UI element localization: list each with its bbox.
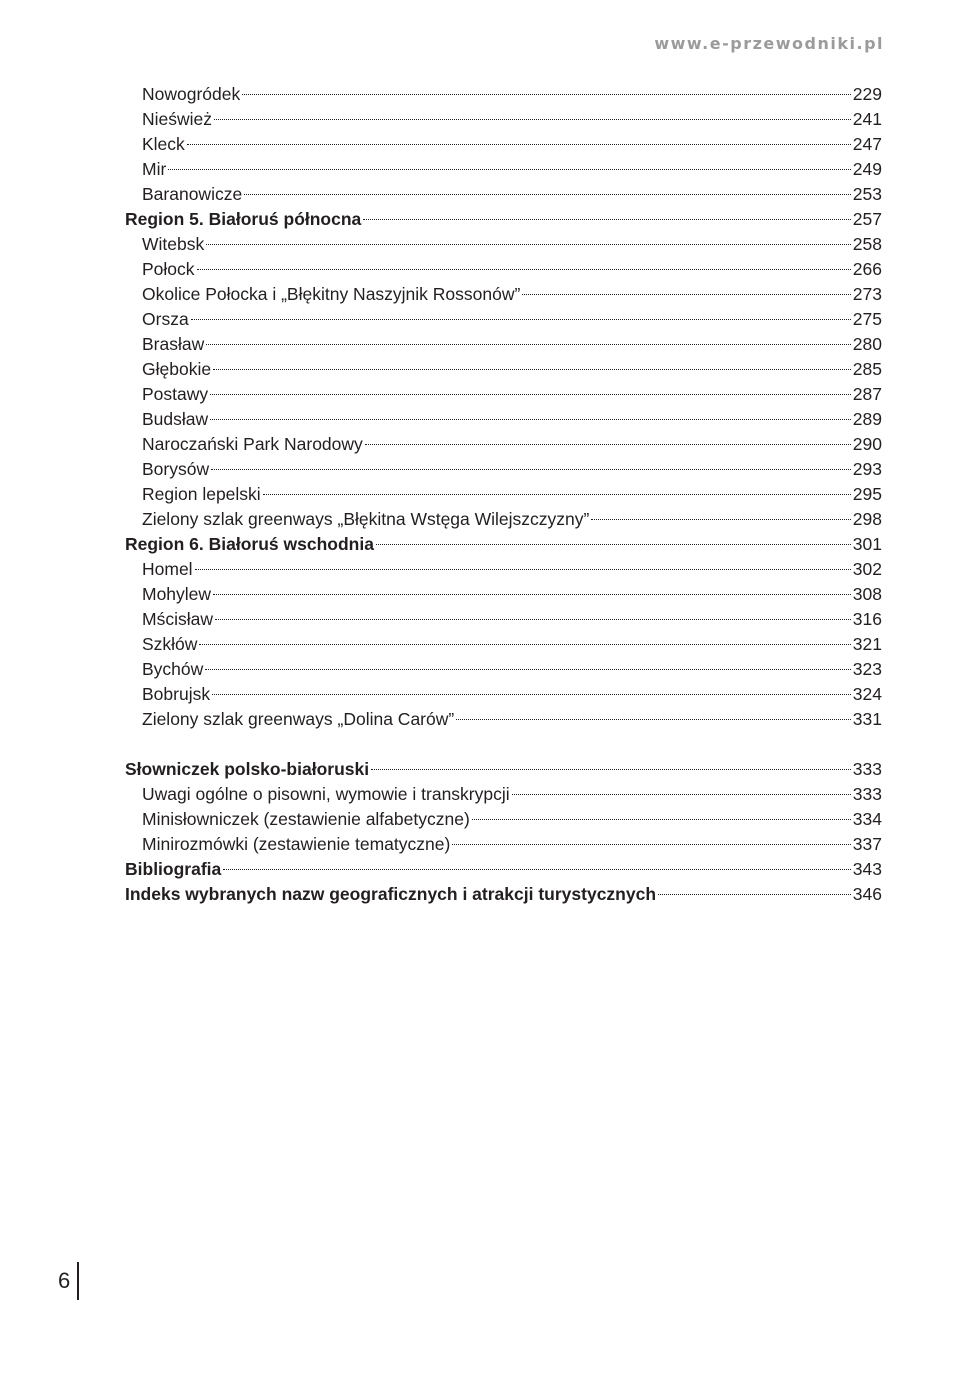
toc-entry xyxy=(125,575,882,604)
toc-entry xyxy=(125,125,882,154)
toc-entry xyxy=(125,350,882,379)
toc-entry xyxy=(125,100,882,129)
toc-entry xyxy=(125,625,882,654)
toc-entry-title: Region 6. Białoruś wschodnia xyxy=(125,534,374,554)
toc-entry-page: 229 xyxy=(852,84,882,104)
toc-entry xyxy=(125,275,882,304)
dot-leader xyxy=(199,625,850,650)
toc-entry-title: Region 5. Białoruś północna xyxy=(125,209,362,229)
dot-leader xyxy=(223,850,851,875)
toc-entry xyxy=(125,700,882,729)
dot-leader xyxy=(263,475,851,500)
toc-entry-page: 346 xyxy=(852,884,882,904)
toc-entry xyxy=(125,325,882,354)
dot-leader xyxy=(214,100,851,125)
toc-entry xyxy=(125,300,882,329)
toc-section-heading xyxy=(125,875,882,904)
dot-leader xyxy=(452,825,851,850)
dot-leader xyxy=(211,450,851,475)
dot-leader xyxy=(371,750,851,775)
toc-entry xyxy=(125,650,882,679)
toc-entry xyxy=(125,375,882,404)
toc-entry xyxy=(125,400,882,429)
dot-leader xyxy=(187,125,851,150)
dot-leader xyxy=(195,550,851,575)
toc-entry-page: 293 xyxy=(852,459,882,479)
dot-leader xyxy=(191,300,851,325)
page-number-rule xyxy=(77,1262,79,1300)
dot-leader xyxy=(213,350,851,375)
dot-leader xyxy=(210,400,851,425)
table-of-contents xyxy=(125,75,882,904)
toc-entry-page: 285 xyxy=(852,359,882,379)
toc-entry xyxy=(125,225,882,254)
toc-entry-page: 343 xyxy=(852,859,882,879)
toc-entry xyxy=(125,150,882,179)
page-number: 6 xyxy=(58,1268,71,1293)
dot-leader xyxy=(197,250,851,275)
dot-leader xyxy=(591,500,850,525)
toc-entry-page: 333 xyxy=(852,784,882,804)
toc-entry-title: Minisłowniczek (zestawienie alfabetyczne) xyxy=(142,809,470,829)
toc-entry-title: Nieśwież xyxy=(142,109,213,129)
toc-entry-page: 275 xyxy=(852,309,882,329)
dot-leader xyxy=(456,700,851,725)
toc-entry-page: 333 xyxy=(852,759,882,779)
dot-leader xyxy=(210,375,851,400)
toc-entry-title: Borysów xyxy=(142,459,210,479)
toc-entry-page: 289 xyxy=(852,409,882,429)
toc-entry-title: Orsza xyxy=(142,309,189,329)
toc-entry xyxy=(125,450,882,479)
toc-entry-page: 334 xyxy=(852,809,882,829)
dot-leader xyxy=(213,575,851,600)
dot-leader xyxy=(522,275,850,300)
toc-entry-title: Bibliografia xyxy=(125,859,222,879)
dot-leader xyxy=(215,600,851,625)
toc-entry-title: Zielony szlak greenways „Dolina Carów” xyxy=(142,709,455,729)
toc-entry xyxy=(125,175,882,204)
toc-entry-title: Baranowicze xyxy=(142,184,243,204)
dot-leader xyxy=(206,325,851,350)
toc-entry xyxy=(125,250,882,279)
toc-entry-title: Uwagi ogólne o pisowni, wymowie i transkrypcji xyxy=(142,784,510,804)
toc-entry-page: 280 xyxy=(852,334,882,354)
toc-entry-page: 323 xyxy=(852,659,882,679)
toc-entry-title: Naroczański Park Narodowy xyxy=(142,434,363,454)
dot-leader xyxy=(472,800,851,825)
toc-entry-title: Mohylew xyxy=(142,584,212,604)
toc-entry-title: Region lepelski xyxy=(142,484,261,504)
toc-entry-page: 257 xyxy=(852,209,882,229)
dot-leader xyxy=(205,650,851,675)
toc-entry-page: 337 xyxy=(852,834,882,854)
dot-leader xyxy=(206,225,851,250)
toc-entry-title: Postawy xyxy=(142,384,209,404)
toc-entry xyxy=(125,550,882,579)
toc-entry-title: Nowogródek xyxy=(142,84,241,104)
toc-entry xyxy=(125,600,882,629)
dot-leader xyxy=(363,200,851,225)
toc-entry-title: Słowniczek polsko-białoruski xyxy=(125,759,370,779)
toc-section-heading xyxy=(125,750,882,779)
toc-entry-page: 331 xyxy=(852,709,882,729)
toc-entry-page: 316 xyxy=(852,609,882,629)
toc-entry-page: 302 xyxy=(852,559,882,579)
toc-entry-title: Szkłów xyxy=(142,634,198,654)
toc-entry xyxy=(125,675,882,704)
dot-leader xyxy=(376,525,851,550)
dot-leader xyxy=(212,675,851,700)
toc-entry-page: 290 xyxy=(852,434,882,454)
toc-entry xyxy=(125,475,882,504)
toc-entry-title: Witebsk xyxy=(142,234,205,254)
toc-entry-title: Budsław xyxy=(142,409,209,429)
dot-leader xyxy=(168,150,851,175)
dot-leader xyxy=(244,175,851,200)
toc-entry-page: 249 xyxy=(852,159,882,179)
toc-entry-page: 241 xyxy=(852,109,882,129)
toc-entry-page: 324 xyxy=(852,684,882,704)
toc-entry-page: 321 xyxy=(852,634,882,654)
dot-leader xyxy=(365,425,851,450)
toc-entry xyxy=(125,75,882,104)
toc-entry-title: Głębokie xyxy=(142,359,212,379)
toc-entry-page: 253 xyxy=(852,184,882,204)
toc-entry xyxy=(125,425,882,454)
toc-entry-title: Kleck xyxy=(142,134,185,154)
toc-entry-page: 247 xyxy=(852,134,882,154)
toc-entry-page: 266 xyxy=(852,259,882,279)
toc-entry-title: Homel xyxy=(142,559,193,579)
dot-leader xyxy=(242,75,851,100)
toc-entry-page: 308 xyxy=(852,584,882,604)
toc-entry-title: Brasław xyxy=(142,334,205,354)
toc-entry-title: Minirozmówki (zestawienie tematyczne) xyxy=(142,834,451,854)
dot-leader xyxy=(512,775,851,800)
toc-entry-page: 298 xyxy=(852,509,882,529)
toc-entry-page: 287 xyxy=(852,384,882,404)
toc-entry-title: Mir xyxy=(142,159,167,179)
toc-entry-page: 258 xyxy=(852,234,882,254)
toc-entry-title: Zielony szlak greenways „Błękitna Wstęga Wilejszczyzny” xyxy=(142,509,590,529)
toc-entry-title: Połock xyxy=(142,259,195,279)
toc-entry-title: Bychów xyxy=(142,659,204,679)
toc-entry-page: 301 xyxy=(852,534,882,554)
toc-entry-title: Bobrujsk xyxy=(142,684,211,704)
dot-leader xyxy=(658,875,851,900)
toc-section-heading xyxy=(125,850,882,879)
toc-entry-page: 295 xyxy=(852,484,882,504)
site-url: www.e-przewodniki.pl xyxy=(654,34,884,53)
toc-entry-title: Okolice Połocka i „Błękitny Naszyjnik Rossonów” xyxy=(142,284,521,304)
toc-entry-title: Mścisław xyxy=(142,609,213,629)
toc-entry-title: Indeks wybranych nazw geograficznych i atrakcji turystycznych xyxy=(125,884,657,904)
toc-entry-page: 273 xyxy=(852,284,882,304)
